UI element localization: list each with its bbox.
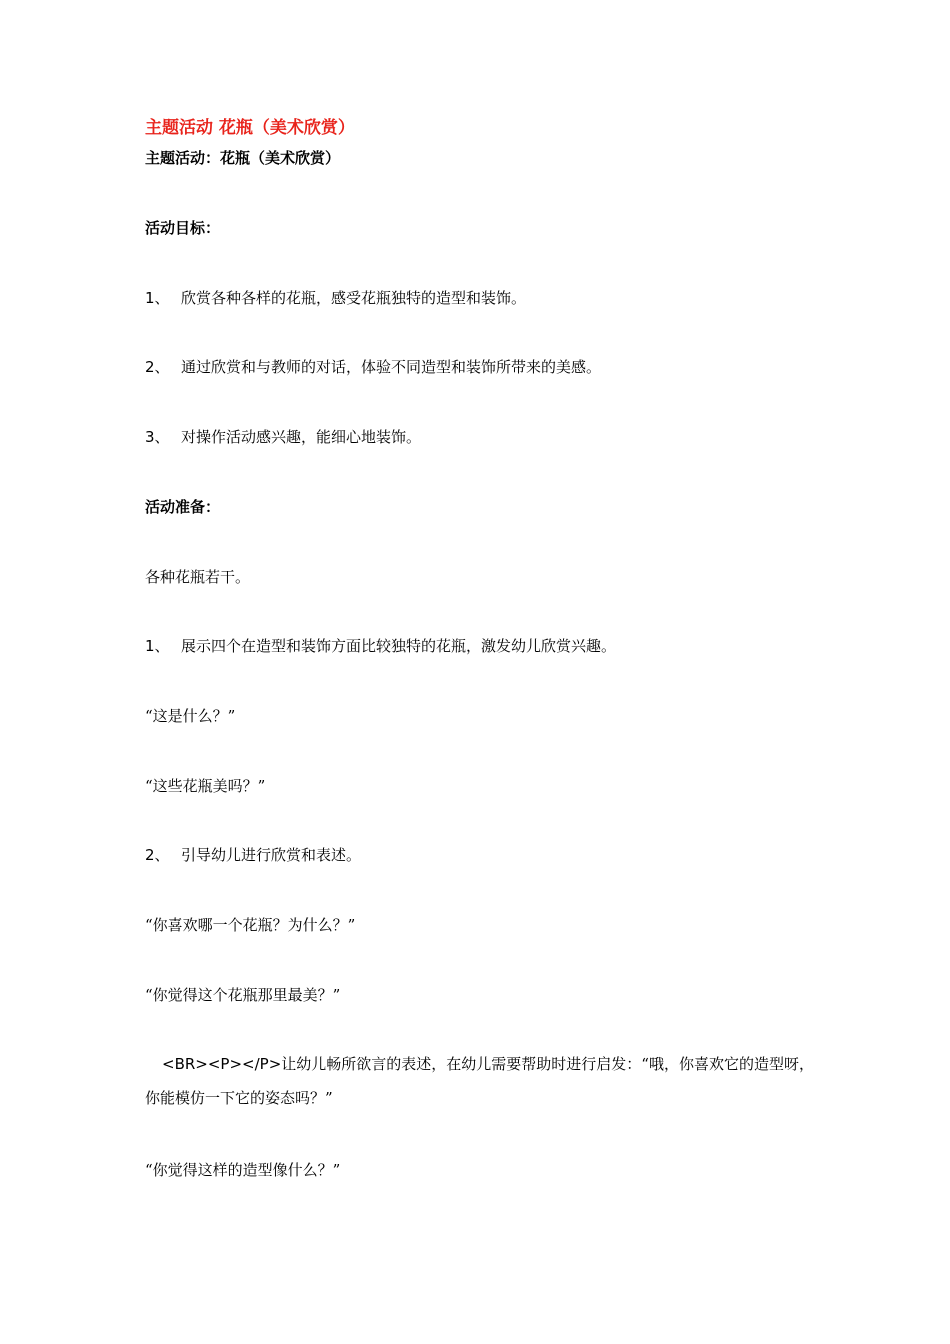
- goals-heading: 活动目标：: [145, 219, 221, 237]
- goal-text: 对操作活动感兴趣，能细心地装饰。: [181, 428, 422, 446]
- goal-text: 欣赏各种各样的花瓶，感受花瓶独特的造型和装饰。: [181, 289, 527, 307]
- question-4: “你觉得这个花瓶那里最美？”: [145, 986, 341, 1004]
- goal-item-1: [145, 288, 526, 308]
- html-code-text: <BR><P></P>: [162, 1055, 282, 1073]
- step-number: 2、: [145, 846, 170, 864]
- step-item-2: [145, 845, 361, 865]
- prep-heading: 活动准备：: [145, 498, 221, 516]
- goal-text: 通过欣赏和与教师的对话，体验不同造型和装饰所带来的美感。: [181, 358, 602, 376]
- step-text: 引导幼儿进行欣赏和表述。: [181, 846, 362, 864]
- question-3: “你喜欢哪一个花瓶？为什么？”: [145, 916, 356, 934]
- goal-number: 2、: [145, 358, 170, 376]
- goal-item-3: [145, 427, 421, 447]
- question-1: “这是什么？”: [145, 707, 236, 725]
- prep-text: 各种花瓶若干。: [145, 568, 251, 586]
- question-5: “你觉得这样的造型像什么？”: [145, 1161, 341, 1179]
- step-text: 展示四个在造型和装饰方面比较独特的花瓶，激发幼儿欣赏兴趣。: [181, 637, 617, 655]
- goal-number: 1、: [145, 289, 170, 307]
- question-2: “这些花瓶美吗？”: [145, 777, 266, 795]
- goal-number: 3、: [145, 428, 170, 446]
- step-item-1: [145, 636, 616, 656]
- document-title: 主题活动 花瓶（美术欣赏）: [145, 118, 355, 138]
- goal-item-2: [145, 357, 601, 377]
- document-subtitle: 主题活动：花瓶（美术欣赏）: [145, 149, 341, 167]
- guidance-paragraph: [145, 1047, 815, 1115]
- guidance-text: 让幼儿畅所欲言的表述，在幼儿需要帮助时进行启发：“哦，你喜欢它的造型呀，你能模仿一下它的姿态吗？”: [145, 1055, 814, 1107]
- step-number: 1、: [145, 637, 170, 655]
